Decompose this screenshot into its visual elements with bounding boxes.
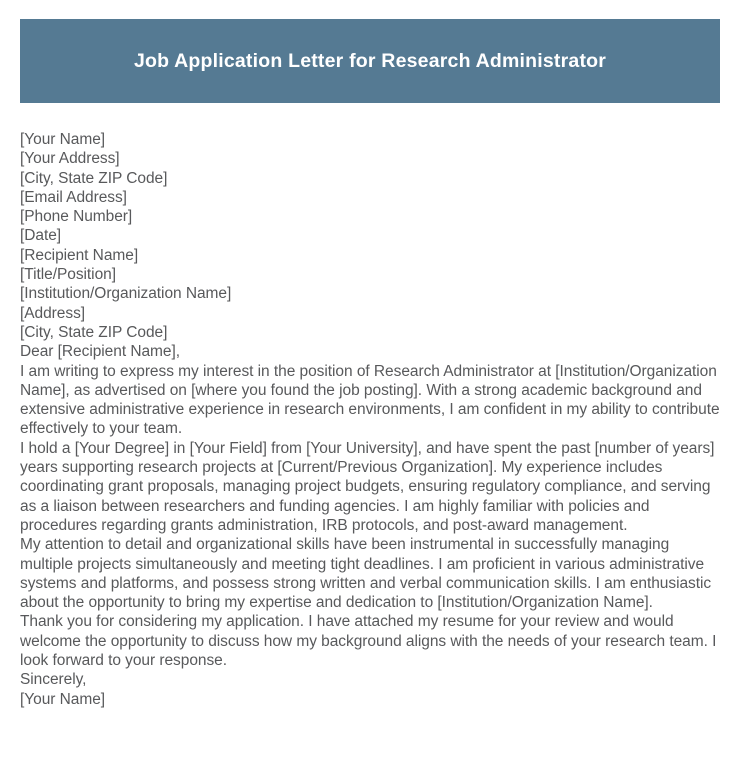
recipient-city-line: [City, State ZIP Code] [20, 323, 168, 341]
recipient-org-line: [Institution/Organization Name] [20, 285, 232, 303]
sender-name-line: [Your Name] [20, 131, 106, 148]
header-band [20, 19, 720, 103]
paragraph-thanks: Thank you for considering my application. I have attached my resume for your review and would welcome the opportunity to discuss how my background aligns with the needs of your research team. I look forward to your response. [20, 613, 717, 670]
sender-address-line: [Your Address] [20, 150, 120, 168]
paragraph-intro: I am writing to express my interest in the position of Research Administrator at [Institution/Organization Name], as advertised on [where you found the job posting]. With a strong academic background and extensive administrative experience in research environments, I am confident in my ability to contribute effectively to your team. [20, 362, 720, 438]
sender-email-line: [Email Address] [20, 188, 127, 206]
paragraph-experience: I hold a [Your Degree] in [Your Field] from [Your University], and have spent the past [number of years] years supporting research projects at [Current/Previous Organization]. My experience includes coordinating grant proposals, managing project budgets, ensuring regulatory compliance, and serving as a liaison between researchers and funding agencies. I am highly familiar with policies and procedures regarding grants administration, IRB protocols, and post-award management. [20, 439, 715, 534]
sender-city-line: [City, State ZIP Code] [20, 169, 168, 187]
letter-body [20, 130, 726, 709]
salutation: Dear [Recipient Name], [20, 343, 180, 361]
sender-phone-line: [Phone Number] [20, 208, 133, 226]
signature: [Your Name] [20, 690, 106, 708]
recipient-title-line: [Title/Position] [20, 266, 116, 284]
closing: Sincerely, [20, 671, 87, 689]
paragraph-skills: My attention to detail and organizational skills have been instrumental in successfully managing multiple projects simultaneously and meeting tight deadlines. I am proficient in various administrative systems and platforms, and possess strong written and verbal communication skills. I am enthusiastic about the opportunity to bring my expertise and dedication to [Institution/Organization Name]. [20, 536, 712, 612]
page-title: Job Application Letter for Research Administrator [133, 49, 607, 72]
recipient-address-line: [Address] [20, 304, 86, 322]
recipient-name-line: [Recipient Name] [20, 246, 139, 264]
date-line: [Date] [20, 227, 62, 245]
